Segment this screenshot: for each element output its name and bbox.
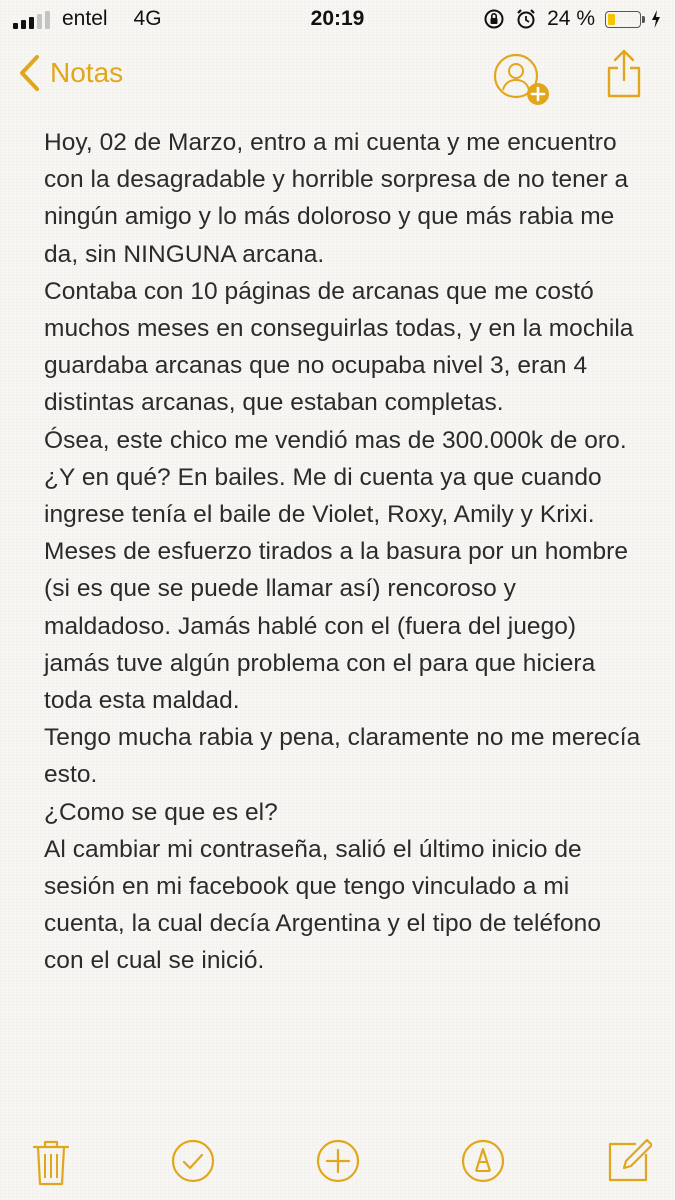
note-paragraph: Ósea, este chico me vendió mas de 300.000k de oro. ¿Y en qué? En bailes. Me di cuenta ya que cuando ingrese tenía el baile de Violet, Roxy, Amily y Krixi. bbox=[44, 426, 627, 529]
markup-icon bbox=[460, 1138, 506, 1184]
share-button[interactable] bbox=[606, 48, 642, 105]
charging-bolt-icon bbox=[651, 10, 661, 28]
status-right bbox=[483, 7, 661, 31]
note-paragraph: Hoy, 02 de Marzo, entro a mi cuenta y me encuentro con la desagradable y horrible sorpresa de no tener a ningún amigo y lo más doloroso y que más rabia me da, sin NINGUNA arcana. bbox=[44, 129, 629, 268]
sketch-button[interactable] bbox=[460, 1138, 506, 1189]
add-people-button[interactable] bbox=[492, 52, 556, 113]
back-label: Notas bbox=[50, 57, 124, 88]
status-bar bbox=[0, 0, 675, 40]
compose-icon bbox=[606, 1138, 652, 1184]
delete-button[interactable] bbox=[31, 1138, 71, 1193]
trash-icon bbox=[31, 1138, 71, 1188]
alarm-icon bbox=[515, 8, 537, 30]
note-body[interactable] bbox=[44, 124, 644, 980]
new-note-button[interactable] bbox=[606, 1138, 652, 1189]
back-button[interactable] bbox=[18, 54, 123, 92]
note-paragraph: Contaba con 10 páginas de arcanas que me costó muchos meses en conseguirlas todas, y en la mochila guardaba arcanas que no ocupaba nivel 3, eran 4 distintas arcanas, que estaban completas. bbox=[44, 277, 634, 417]
bottom-toolbar bbox=[0, 1130, 675, 1190]
note-paragraph: Tengo mucha rabia y pena, claramente no me merecía esto. bbox=[44, 724, 641, 789]
note-paragraph: Meses de esfuerzo tirados a la basura por un hombre (si es que se puede llamar así) rencoroso y maldadoso. Jamás hablé con el (fuera del juego) jamás tuve algún problema con el para que hiciera toda esta maldad. bbox=[44, 538, 629, 715]
battery-level bbox=[608, 14, 615, 25]
checklist-button[interactable] bbox=[170, 1138, 216, 1189]
battery-percentage: 24 % bbox=[547, 7, 595, 30]
add-person-icon bbox=[492, 52, 556, 108]
note-paragraph: ¿Como se que es el? bbox=[44, 798, 278, 826]
note-paragraph: Al cambiar mi contraseña, salió el último inicio de sesión en mi facebook que tengo vinculado a mi cuenta, la cual decía Argentina y el tipo de teléfono con el cual se inició. bbox=[44, 835, 602, 975]
orientation-lock-icon bbox=[483, 8, 505, 30]
share-icon bbox=[606, 48, 642, 100]
chevron-left-icon bbox=[18, 54, 40, 92]
nav-bar bbox=[0, 40, 675, 112]
add-icon bbox=[315, 1138, 361, 1184]
battery-icon bbox=[605, 11, 641, 28]
network-type: 4G bbox=[133, 7, 162, 30]
status-time: 20:19 bbox=[310, 7, 365, 30]
add-content-button[interactable] bbox=[315, 1138, 361, 1189]
carrier-name: entel bbox=[62, 7, 108, 30]
checklist-icon bbox=[170, 1138, 216, 1184]
